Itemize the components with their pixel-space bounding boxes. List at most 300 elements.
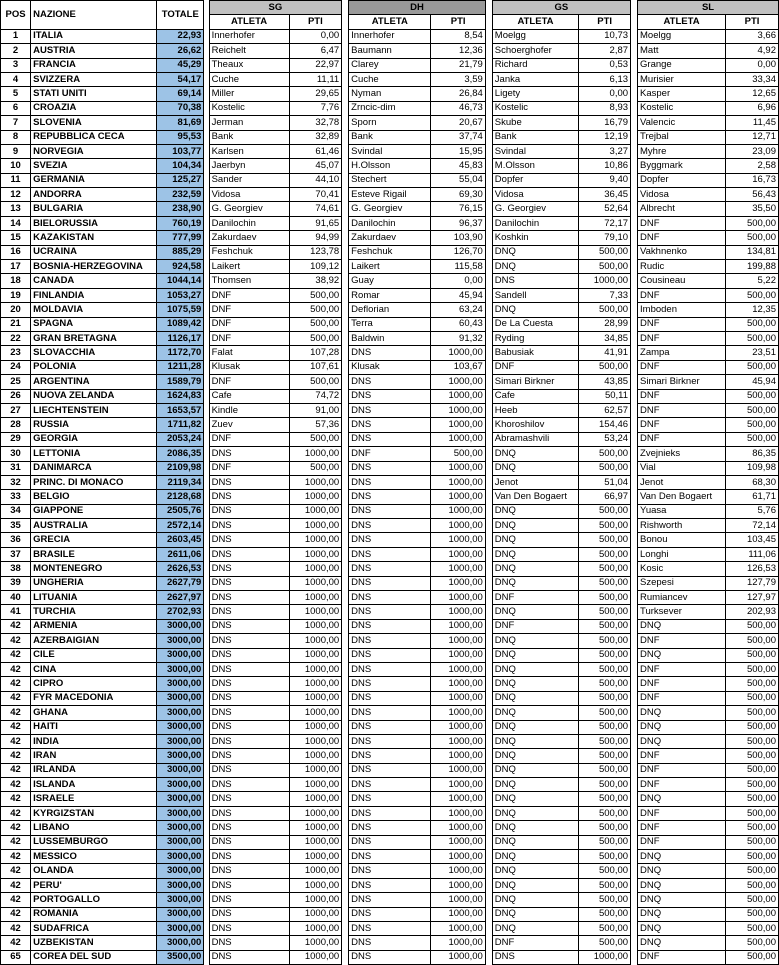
- dh-atleta-cell: DNS: [349, 691, 431, 705]
- gs-pti-cell: 500,00: [579, 634, 631, 648]
- dh-atleta-cell: DNS: [349, 533, 431, 547]
- dh-atleta-cell: DNS: [349, 893, 431, 907]
- dh-atleta-cell: DNS: [349, 634, 431, 648]
- column-gap: [631, 101, 638, 115]
- dh-pti-cell: 1000,00: [431, 835, 485, 849]
- column-gap: [631, 173, 638, 187]
- column-gap: [631, 547, 638, 561]
- sl-pti-cell: 199,88: [726, 260, 779, 274]
- dh-atleta-cell: DNS: [349, 821, 431, 835]
- pos-cell: 13: [1, 202, 31, 216]
- sl-pti-cell: 500,00: [726, 850, 779, 864]
- sl-atleta-cell: DNQ: [638, 850, 726, 864]
- pos-cell: 17: [1, 260, 31, 274]
- sl-pti-cell: 500,00: [726, 317, 779, 331]
- totale-cell: 232,59: [157, 188, 204, 202]
- sg-pti-cell: 1000,00: [289, 734, 342, 748]
- column-gap: [631, 936, 638, 950]
- sl-atleta-cell: DNQ: [638, 922, 726, 936]
- column-gap: [342, 331, 349, 345]
- pos-cell: 42: [1, 850, 31, 864]
- gs-pti-cell: 500,00: [579, 734, 631, 748]
- sg-atleta-cell: DNS: [209, 504, 289, 518]
- sg-atleta-cell: DNS: [209, 821, 289, 835]
- gs-atleta-cell: DNQ: [492, 662, 578, 676]
- dh-atleta-cell: DNS: [349, 778, 431, 792]
- dh-pti-cell: 1000,00: [431, 778, 485, 792]
- sl-atleta-cell: DNF: [638, 317, 726, 331]
- column-gap: [485, 562, 492, 576]
- gs-atleta-cell: Danilochin: [492, 216, 578, 230]
- gs-pti-cell: 500,00: [579, 835, 631, 849]
- column-gap: [485, 260, 492, 274]
- sl-atleta-cell: DNF: [638, 231, 726, 245]
- sg-pti-cell: 1000,00: [289, 619, 342, 633]
- pos-cell: 42: [1, 806, 31, 820]
- sg-atleta-cell: DNS: [209, 922, 289, 936]
- dh-atleta-cell: DNS: [349, 662, 431, 676]
- column-gap: [631, 231, 638, 245]
- column-gap: [631, 418, 638, 432]
- sg-pti-cell: 109,12: [289, 260, 342, 274]
- nazione-cell: INDIA: [31, 734, 157, 748]
- dh-atleta-cell: Innerhofer: [349, 29, 431, 43]
- sl-atleta-cell: Zvejnieks: [638, 447, 726, 461]
- column-gap: [342, 44, 349, 58]
- pos-header: POS: [1, 1, 31, 30]
- sg-pti-cell: 107,28: [289, 346, 342, 360]
- column-gap: [485, 432, 492, 446]
- gs-pti-header: PTI: [579, 15, 631, 29]
- dh-atleta-cell: DNS: [349, 648, 431, 662]
- dh-pti-cell: 1000,00: [431, 763, 485, 777]
- totale-cell: 3000,00: [157, 677, 204, 691]
- nazione-cell: MOLDAVIA: [31, 303, 157, 317]
- pos-cell: 39: [1, 576, 31, 590]
- dh-pti-cell: 1000,00: [431, 461, 485, 475]
- sl-atleta-cell: DNF: [638, 418, 726, 432]
- dh-atleta-cell: DNS: [349, 677, 431, 691]
- sl-pti-cell: 12,71: [726, 130, 779, 144]
- sl-atleta-cell: DNF: [638, 662, 726, 676]
- table-row: [1, 907, 779, 921]
- sl-atleta-cell: DNF: [638, 216, 726, 230]
- gs-atleta-cell: DNQ: [492, 260, 578, 274]
- column-gap: [485, 288, 492, 302]
- nazione-cell: SVIZZERA: [31, 72, 157, 86]
- table-row: [1, 274, 779, 288]
- sg-atleta-cell: Klusak: [209, 360, 289, 374]
- dh-pti-cell: 1000,00: [431, 922, 485, 936]
- totale-cell: 3500,00: [157, 950, 204, 964]
- sl-pti-cell: 23,09: [726, 144, 779, 158]
- sg-pti-cell: 1000,00: [289, 950, 342, 964]
- column-gap: [631, 835, 638, 849]
- dh-atleta-cell: DNS: [349, 950, 431, 964]
- gs-pti-cell: 500,00: [579, 720, 631, 734]
- gs-atleta-cell: DNQ: [492, 864, 578, 878]
- column-gap: [631, 922, 638, 936]
- dh-pti-cell: 1000,00: [431, 490, 485, 504]
- gs-pti-cell: 500,00: [579, 864, 631, 878]
- sl-atleta-cell: DNF: [638, 331, 726, 345]
- dh-atleta-cell: DNS: [349, 576, 431, 590]
- sg-pti-cell: 91,65: [289, 216, 342, 230]
- column-gap: [342, 591, 349, 605]
- table-row: [1, 850, 779, 864]
- sl-atleta-cell: Bonou: [638, 533, 726, 547]
- pos-cell: 38: [1, 562, 31, 576]
- dh-pti-cell: 1000,00: [431, 734, 485, 748]
- sg-pti-cell: 32,78: [289, 116, 342, 130]
- pos-cell: 12: [1, 188, 31, 202]
- table-row: [1, 375, 779, 389]
- pos-cell: 42: [1, 677, 31, 691]
- pos-cell: 65: [1, 950, 31, 964]
- sg-pti-cell: 1000,00: [289, 878, 342, 892]
- sg-pti-cell: 1000,00: [289, 835, 342, 849]
- totale-cell: 3000,00: [157, 720, 204, 734]
- sg-pti-cell: 1000,00: [289, 778, 342, 792]
- sg-atleta-cell: DNS: [209, 936, 289, 950]
- dh-atleta-cell: Cuche: [349, 72, 431, 86]
- gs-atleta-cell: DNQ: [492, 878, 578, 892]
- nazione-cell: NORVEGIA: [31, 144, 157, 158]
- pos-cell: 42: [1, 778, 31, 792]
- sg-pti-cell: 1000,00: [289, 677, 342, 691]
- sl-pti-cell: 61,71: [726, 490, 779, 504]
- column-gap: [485, 706, 492, 720]
- sl-pti-cell: 500,00: [726, 792, 779, 806]
- column-gap: [342, 504, 349, 518]
- column-gap: [631, 188, 638, 202]
- dh-pti-cell: 1000,00: [431, 591, 485, 605]
- nazione-cell: ISRAELE: [31, 792, 157, 806]
- sg-pti-cell: 7,76: [289, 101, 342, 115]
- sg-pti-cell: 1000,00: [289, 936, 342, 950]
- sl-atleta-cell: Cousineau: [638, 274, 726, 288]
- dh-pti-cell: 8,54: [431, 29, 485, 43]
- nazione-cell: AZERBAIGIAN: [31, 634, 157, 648]
- column-gap: [342, 173, 349, 187]
- pos-cell: 42: [1, 893, 31, 907]
- sl-pti-cell: 11,45: [726, 116, 779, 130]
- sl-pti-cell: 72,14: [726, 519, 779, 533]
- nazione-cell: GIAPPONE: [31, 504, 157, 518]
- pos-cell: 7: [1, 116, 31, 130]
- pos-cell: 42: [1, 634, 31, 648]
- dh-atleta-cell: DNS: [349, 907, 431, 921]
- dh-pti-cell: 69,30: [431, 188, 485, 202]
- column-gap: [342, 806, 349, 820]
- column-gap: [485, 591, 492, 605]
- pos-cell: 33: [1, 490, 31, 504]
- gs-atleta-cell: Koshkin: [492, 231, 578, 245]
- gs-pti-cell: 50,11: [579, 389, 631, 403]
- gs-pti-cell: 500,00: [579, 778, 631, 792]
- gs-atleta-cell: DNQ: [492, 447, 578, 461]
- dh-pti-cell: 1000,00: [431, 893, 485, 907]
- gs-pti-cell: 500,00: [579, 245, 631, 259]
- totale-cell: 3000,00: [157, 907, 204, 921]
- gs-atleta-cell: DNQ: [492, 533, 578, 547]
- sl-pti-cell: 35,50: [726, 202, 779, 216]
- sl-pti-cell: 500,00: [726, 677, 779, 691]
- pos-cell: 42: [1, 734, 31, 748]
- sl-atleta-cell: DNF: [638, 749, 726, 763]
- column-gap: [485, 821, 492, 835]
- table-row: [1, 44, 779, 58]
- totale-cell: 1172,70: [157, 346, 204, 360]
- nazione-cell: ARGENTINA: [31, 375, 157, 389]
- sl-atleta-cell: Murisier: [638, 72, 726, 86]
- totale-cell: 125,27: [157, 173, 204, 187]
- sl-atleta-cell: Moelgg: [638, 29, 726, 43]
- sg-atleta-cell: DNS: [209, 835, 289, 849]
- sg-atleta-cell: DNS: [209, 691, 289, 705]
- gs-atleta-cell: DNQ: [492, 677, 578, 691]
- sg-pti-cell: 1000,00: [289, 648, 342, 662]
- column-gap: [485, 173, 492, 187]
- gs-atleta-cell: DNQ: [492, 461, 578, 475]
- sg-atleta-cell: DNS: [209, 763, 289, 777]
- sl-atleta-cell: DNF: [638, 288, 726, 302]
- sl-pti-cell: 500,00: [726, 216, 779, 230]
- sl-pti-cell: 3,66: [726, 29, 779, 43]
- sg-atleta-cell: Danilochin: [209, 216, 289, 230]
- sg-pti-cell: 1000,00: [289, 547, 342, 561]
- sg-pti-cell: 500,00: [289, 288, 342, 302]
- sg-atleta-cell: DNF: [209, 288, 289, 302]
- sg-group-header: SG: [209, 1, 342, 15]
- dh-atleta-cell: DNS: [349, 490, 431, 504]
- sl-atleta-cell: DNF: [638, 677, 726, 691]
- gs-atleta-cell: Babusiak: [492, 346, 578, 360]
- pos-cell: 4: [1, 72, 31, 86]
- column-gap: [631, 432, 638, 446]
- column-gap: [342, 634, 349, 648]
- gs-pti-cell: 500,00: [579, 519, 631, 533]
- column-gap: [485, 274, 492, 288]
- column-gap: [631, 375, 638, 389]
- totale-cell: 3000,00: [157, 893, 204, 907]
- column-gap: [485, 490, 492, 504]
- totale-cell: 1126,17: [157, 331, 204, 345]
- sg-pti-cell: 500,00: [289, 331, 342, 345]
- pos-cell: 26: [1, 389, 31, 403]
- column-gap: [631, 691, 638, 705]
- sl-atleta-cell: Zampa: [638, 346, 726, 360]
- nazione-cell: TURCHIA: [31, 605, 157, 619]
- sl-pti-cell: 500,00: [726, 418, 779, 432]
- nazione-cell: KAZAKISTAN: [31, 231, 157, 245]
- table-row: [1, 778, 779, 792]
- dh-pti-cell: 1000,00: [431, 691, 485, 705]
- sg-pti-cell: 1000,00: [289, 605, 342, 619]
- dh-pti-cell: 1000,00: [431, 648, 485, 662]
- column-gap: [485, 835, 492, 849]
- sl-atleta-cell: DNF: [638, 389, 726, 403]
- sg-pti-cell: 1000,00: [289, 591, 342, 605]
- dh-atleta-cell: DNS: [349, 389, 431, 403]
- nazione-cell: CROAZIA: [31, 101, 157, 115]
- sg-atleta-cell: DNF: [209, 331, 289, 345]
- column-gap: [485, 331, 492, 345]
- ranking-rows: [1, 29, 779, 964]
- sg-atleta-cell: DNS: [209, 648, 289, 662]
- gs-atleta-cell: DNQ: [492, 547, 578, 561]
- nazione-cell: REPUBBLICA CECA: [31, 130, 157, 144]
- table-row: [1, 893, 779, 907]
- gs-atleta-cell: Heeb: [492, 403, 578, 417]
- dh-pti-cell: 1000,00: [431, 576, 485, 590]
- column-gap: [631, 130, 638, 144]
- sg-pti-cell: 94,99: [289, 231, 342, 245]
- sg-atleta-cell: Jaerbyn: [209, 159, 289, 173]
- dh-atleta-cell: Sporn: [349, 116, 431, 130]
- dh-pti-cell: 1000,00: [431, 403, 485, 417]
- table-row: [1, 116, 779, 130]
- nazione-cell: ITALIA: [31, 29, 157, 43]
- table-row: [1, 922, 779, 936]
- nazione-header: NAZIONE: [31, 1, 157, 30]
- sg-atleta-cell: DNF: [209, 317, 289, 331]
- nazione-cell: RUSSIA: [31, 418, 157, 432]
- gs-atleta-cell: DNS: [492, 950, 578, 964]
- sl-pti-cell: 33,34: [726, 72, 779, 86]
- dh-pti-cell: 91,32: [431, 331, 485, 345]
- sg-atleta-cell: DNF: [209, 432, 289, 446]
- dh-pti-header: PTI: [431, 15, 485, 29]
- column-gap: [342, 447, 349, 461]
- gs-atleta-cell: DNQ: [492, 504, 578, 518]
- totale-cell: 3000,00: [157, 763, 204, 777]
- dh-atleta-cell: DNS: [349, 763, 431, 777]
- gs-pti-cell: 500,00: [579, 260, 631, 274]
- totale-cell: 1711,82: [157, 418, 204, 432]
- sg-pti-cell: 1000,00: [289, 720, 342, 734]
- nazione-cell: UZBEKISTAN: [31, 936, 157, 950]
- column-gap: [485, 231, 492, 245]
- column-gap: [631, 950, 638, 964]
- sg-pti-cell: 74,72: [289, 389, 342, 403]
- column-gap: [485, 403, 492, 417]
- gs-atleta-cell: Ryding: [492, 331, 578, 345]
- dh-atleta-cell: DNS: [349, 432, 431, 446]
- totale-cell: 1653,57: [157, 403, 204, 417]
- pos-cell: 42: [1, 720, 31, 734]
- column-gap: [631, 331, 638, 345]
- totale-header: TOTALE: [157, 1, 204, 30]
- dh-pti-cell: 1000,00: [431, 749, 485, 763]
- column-gap: [342, 605, 349, 619]
- dh-atleta-cell: Clarey: [349, 58, 431, 72]
- totale-cell: 3000,00: [157, 778, 204, 792]
- column-gap: [485, 159, 492, 173]
- sg-pti-cell: 107,61: [289, 360, 342, 374]
- column-gap: [485, 475, 492, 489]
- gs-pti-cell: 62,57: [579, 403, 631, 417]
- pos-cell: 29: [1, 432, 31, 446]
- dh-pti-cell: 1000,00: [431, 519, 485, 533]
- sl-atleta-cell: DNF: [638, 691, 726, 705]
- dh-atleta-cell: DNS: [349, 749, 431, 763]
- dh-atleta-cell: DNS: [349, 936, 431, 950]
- column-gap: [485, 634, 492, 648]
- totale-cell: 2702,93: [157, 605, 204, 619]
- nazione-cell: ARMENIA: [31, 619, 157, 633]
- sg-atleta-cell: DNS: [209, 591, 289, 605]
- nazione-cell: GRECIA: [31, 533, 157, 547]
- totale-cell: 760,19: [157, 216, 204, 230]
- sg-atleta-cell: DNS: [209, 619, 289, 633]
- sg-atleta-cell: DNS: [209, 447, 289, 461]
- table-row: [1, 130, 779, 144]
- gs-pti-cell: 500,00: [579, 303, 631, 317]
- totale-cell: 1053,27: [157, 288, 204, 302]
- gs-pti-cell: 72,17: [579, 216, 631, 230]
- nazione-cell: LUSSEMBURGO: [31, 835, 157, 849]
- column-gap: [485, 749, 492, 763]
- gs-atleta-cell: DNQ: [492, 691, 578, 705]
- dh-atleta-cell: DNS: [349, 403, 431, 417]
- column-gap: [342, 101, 349, 115]
- gs-atleta-cell: Cafe: [492, 389, 578, 403]
- column-gap: [485, 360, 492, 374]
- sg-atleta-cell: Falat: [209, 346, 289, 360]
- sl-pti-cell: 500,00: [726, 893, 779, 907]
- column-gap: [485, 375, 492, 389]
- sl-pti-cell: 500,00: [726, 432, 779, 446]
- totale-cell: 3000,00: [157, 634, 204, 648]
- sl-atleta-header: ATLETA: [638, 15, 726, 29]
- column-gap: [342, 87, 349, 101]
- column-gap: [631, 662, 638, 676]
- table-row: [1, 144, 779, 158]
- sl-atleta-cell: Rudic: [638, 260, 726, 274]
- dh-atleta-cell: Esteve Rigail: [349, 188, 431, 202]
- column-gap: [631, 648, 638, 662]
- dh-atleta-cell: DNF: [349, 447, 431, 461]
- gs-pti-cell: 500,00: [579, 706, 631, 720]
- sg-atleta-cell: DNF: [209, 461, 289, 475]
- dh-atleta-cell: DNS: [349, 835, 431, 849]
- sg-pti-cell: 1000,00: [289, 662, 342, 676]
- dh-atleta-cell: DNS: [349, 562, 431, 576]
- gs-atleta-cell: DNQ: [492, 922, 578, 936]
- totale-cell: 81,69: [157, 116, 204, 130]
- sg-atleta-cell: Feshchuk: [209, 245, 289, 259]
- column-gap: [342, 519, 349, 533]
- pos-cell: 32: [1, 475, 31, 489]
- totale-cell: 104,34: [157, 159, 204, 173]
- sg-atleta-cell: DNS: [209, 778, 289, 792]
- gs-atleta-cell: DNQ: [492, 519, 578, 533]
- column-gap: [631, 591, 638, 605]
- table-row: [1, 648, 779, 662]
- column-gap: [631, 734, 638, 748]
- totale-cell: 2626,53: [157, 562, 204, 576]
- column-gap: [342, 58, 349, 72]
- sg-atleta-cell: Jerman: [209, 116, 289, 130]
- column-gap: [631, 504, 638, 518]
- totale-cell: 3000,00: [157, 662, 204, 676]
- column-gap: [342, 662, 349, 676]
- dh-atleta-cell: Nyman: [349, 87, 431, 101]
- pos-cell: 8: [1, 130, 31, 144]
- gs-pti-cell: 28,99: [579, 317, 631, 331]
- column-gap: [485, 605, 492, 619]
